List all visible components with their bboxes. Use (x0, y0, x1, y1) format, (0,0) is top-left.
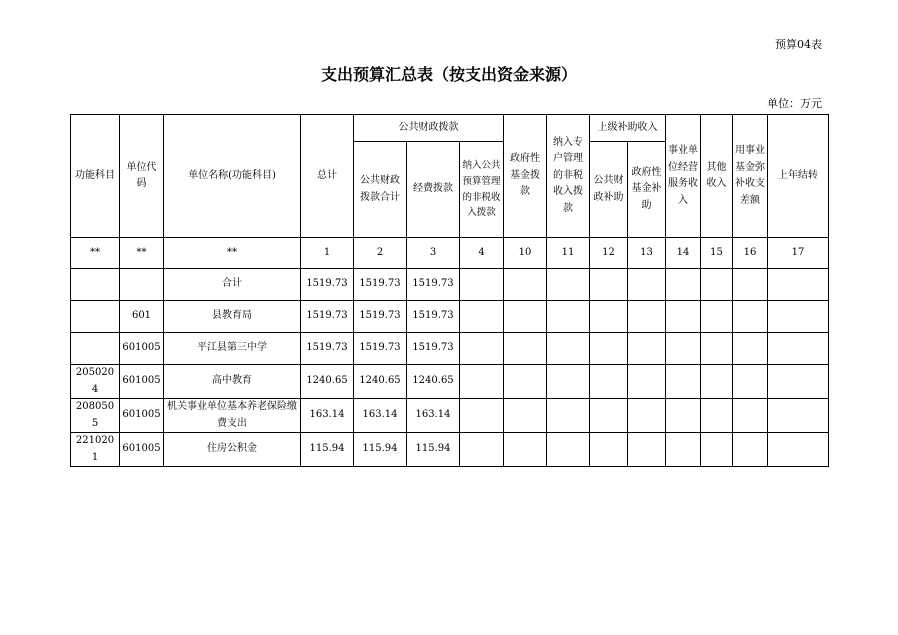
empty-cell (628, 301, 666, 333)
empty-cell (460, 333, 504, 365)
unit-code-cell: 601005 (120, 365, 164, 399)
empty-cell (733, 399, 768, 433)
operating-cell: 1519.73 (407, 269, 460, 301)
total-cell: 1240.65 (301, 365, 354, 399)
column-number: 12 (590, 238, 628, 269)
func-code-cell: 2050204 (71, 365, 120, 399)
operating-cell: 163.14 (407, 399, 460, 433)
empty-cell (733, 301, 768, 333)
general-total-cell: 1519.73 (354, 333, 407, 365)
empty-cell (547, 333, 590, 365)
empty-cell (768, 365, 829, 399)
empty-cell (460, 399, 504, 433)
empty-cell (768, 399, 829, 433)
general-total-cell: 1240.65 (354, 365, 407, 399)
unit-code-cell: 601 (120, 301, 164, 333)
column-number-row (71, 238, 829, 269)
header-total: 总计 (301, 115, 354, 238)
form-number: 预算04表 (775, 38, 822, 51)
column-number: 1 (301, 238, 354, 269)
header-unit-code: 单位代码 (120, 115, 164, 238)
unit-name-cell: 县教育局 (164, 301, 301, 333)
total-cell: 115.94 (301, 433, 354, 467)
header-nontax-in-budget: 纳入公共预算管理的非税收入拨款 (460, 142, 504, 238)
empty-cell (733, 365, 768, 399)
empty-cell (504, 333, 547, 365)
empty-cell (701, 399, 733, 433)
column-number: 14 (666, 238, 701, 269)
header-operating: 经费拨款 (407, 142, 460, 238)
empty-cell (590, 301, 628, 333)
budget-table (70, 114, 829, 467)
header-general-total: 公共财政拨款合计 (354, 142, 407, 238)
empty-cell (460, 301, 504, 333)
table-row (71, 365, 829, 399)
page-title: 支出预算汇总表（按支出资金来源） (320, 65, 577, 84)
column-number: 3 (407, 238, 460, 269)
column-number: 16 (733, 238, 768, 269)
func-code-cell (71, 333, 120, 365)
unit-code-cell (120, 269, 164, 301)
func-code-cell: 2210201 (71, 433, 120, 467)
empty-cell (504, 301, 547, 333)
operating-cell: 115.94 (407, 433, 460, 467)
header-general-budget: 公共财政拨款 (354, 115, 504, 142)
empty-cell (666, 301, 701, 333)
total-cell: 1519.73 (301, 269, 354, 301)
table-row (71, 399, 829, 433)
empty-cell (666, 365, 701, 399)
func-code-cell: 2080505 (71, 399, 120, 433)
header-fund-cover: 用事业基金弥补收支差额 (733, 115, 768, 238)
empty-cell (701, 333, 733, 365)
header-gov-fund: 政府性基金拨款 (504, 115, 547, 238)
total-cell: 1519.73 (301, 333, 354, 365)
header-gov-fund-subsidy: 政府性基金补助 (628, 142, 666, 238)
header-carryover: 上年结转 (768, 115, 829, 238)
header-special-nontax: 纳入专户管理的非税收入拨款 (547, 115, 590, 238)
empty-cell (666, 433, 701, 467)
table-row (71, 301, 829, 333)
empty-cell (547, 269, 590, 301)
unit-name-cell: 合计 (164, 269, 301, 301)
func-code-cell (71, 301, 120, 333)
column-number: ** (71, 238, 120, 269)
operating-cell: 1519.73 (407, 301, 460, 333)
empty-cell (768, 269, 829, 301)
header-unit-name: 单位名称(功能科目) (164, 115, 301, 238)
empty-cell (733, 333, 768, 365)
empty-cell (547, 433, 590, 467)
empty-cell (590, 333, 628, 365)
header-superior-subsidy: 上级补助收入 (590, 115, 666, 142)
table-row (71, 269, 829, 301)
column-number: 4 (460, 238, 504, 269)
empty-cell (768, 301, 829, 333)
empty-cell (666, 333, 701, 365)
empty-cell (547, 365, 590, 399)
table-row (71, 433, 829, 467)
header-other-income: 其他收入 (701, 115, 733, 238)
column-number: 2 (354, 238, 407, 269)
column-number: 13 (628, 238, 666, 269)
empty-cell (628, 433, 666, 467)
empty-cell (701, 301, 733, 333)
empty-cell (701, 269, 733, 301)
empty-cell (590, 433, 628, 467)
empty-cell (547, 399, 590, 433)
general-total-cell: 115.94 (354, 433, 407, 467)
header-func-code: 功能科目 (71, 115, 120, 238)
header-row-1 (71, 115, 829, 142)
column-number: 10 (504, 238, 547, 269)
empty-cell (460, 433, 504, 467)
empty-cell (701, 365, 733, 399)
operating-cell: 1519.73 (407, 333, 460, 365)
empty-cell (590, 269, 628, 301)
header-business-income: 事业单位经营服务收入 (666, 115, 701, 238)
table-row (71, 333, 829, 365)
unit-code-cell: 601005 (120, 399, 164, 433)
unit-name-cell: 平江县第三中学 (164, 333, 301, 365)
general-total-cell: 1519.73 (354, 269, 407, 301)
empty-cell (628, 269, 666, 301)
unit-name-cell: 住房公积金 (164, 433, 301, 467)
unit-name-cell: 高中教育 (164, 365, 301, 399)
column-number: 17 (768, 238, 829, 269)
empty-cell (590, 399, 628, 433)
empty-cell (504, 433, 547, 467)
empty-cell (733, 433, 768, 467)
unit-code-cell: 601005 (120, 333, 164, 365)
empty-cell (504, 399, 547, 433)
empty-cell (460, 365, 504, 399)
empty-cell (768, 333, 829, 365)
general-total-cell: 1519.73 (354, 301, 407, 333)
empty-cell (701, 433, 733, 467)
empty-cell (666, 269, 701, 301)
column-number: ** (164, 238, 301, 269)
empty-cell (460, 269, 504, 301)
column-number: 11 (547, 238, 590, 269)
unit-name-cell: 机关事业单位基本养老保险缴费支出 (164, 399, 301, 433)
general-total-cell: 163.14 (354, 399, 407, 433)
empty-cell (666, 399, 701, 433)
empty-cell (733, 269, 768, 301)
total-cell: 163.14 (301, 399, 354, 433)
empty-cell (628, 399, 666, 433)
column-number: ** (120, 238, 164, 269)
total-cell: 1519.73 (301, 301, 354, 333)
header-public-finance-subsidy: 公共财政补助 (590, 142, 628, 238)
unit-code-cell: 601005 (120, 433, 164, 467)
empty-cell (504, 365, 547, 399)
empty-cell (547, 301, 590, 333)
operating-cell: 1240.65 (407, 365, 460, 399)
empty-cell (504, 269, 547, 301)
empty-cell (628, 333, 666, 365)
unit-label: 单位：万元 (767, 97, 822, 110)
empty-cell (628, 365, 666, 399)
empty-cell (590, 365, 628, 399)
empty-cell (768, 433, 829, 467)
column-number: 15 (701, 238, 733, 269)
func-code-cell (71, 269, 120, 301)
